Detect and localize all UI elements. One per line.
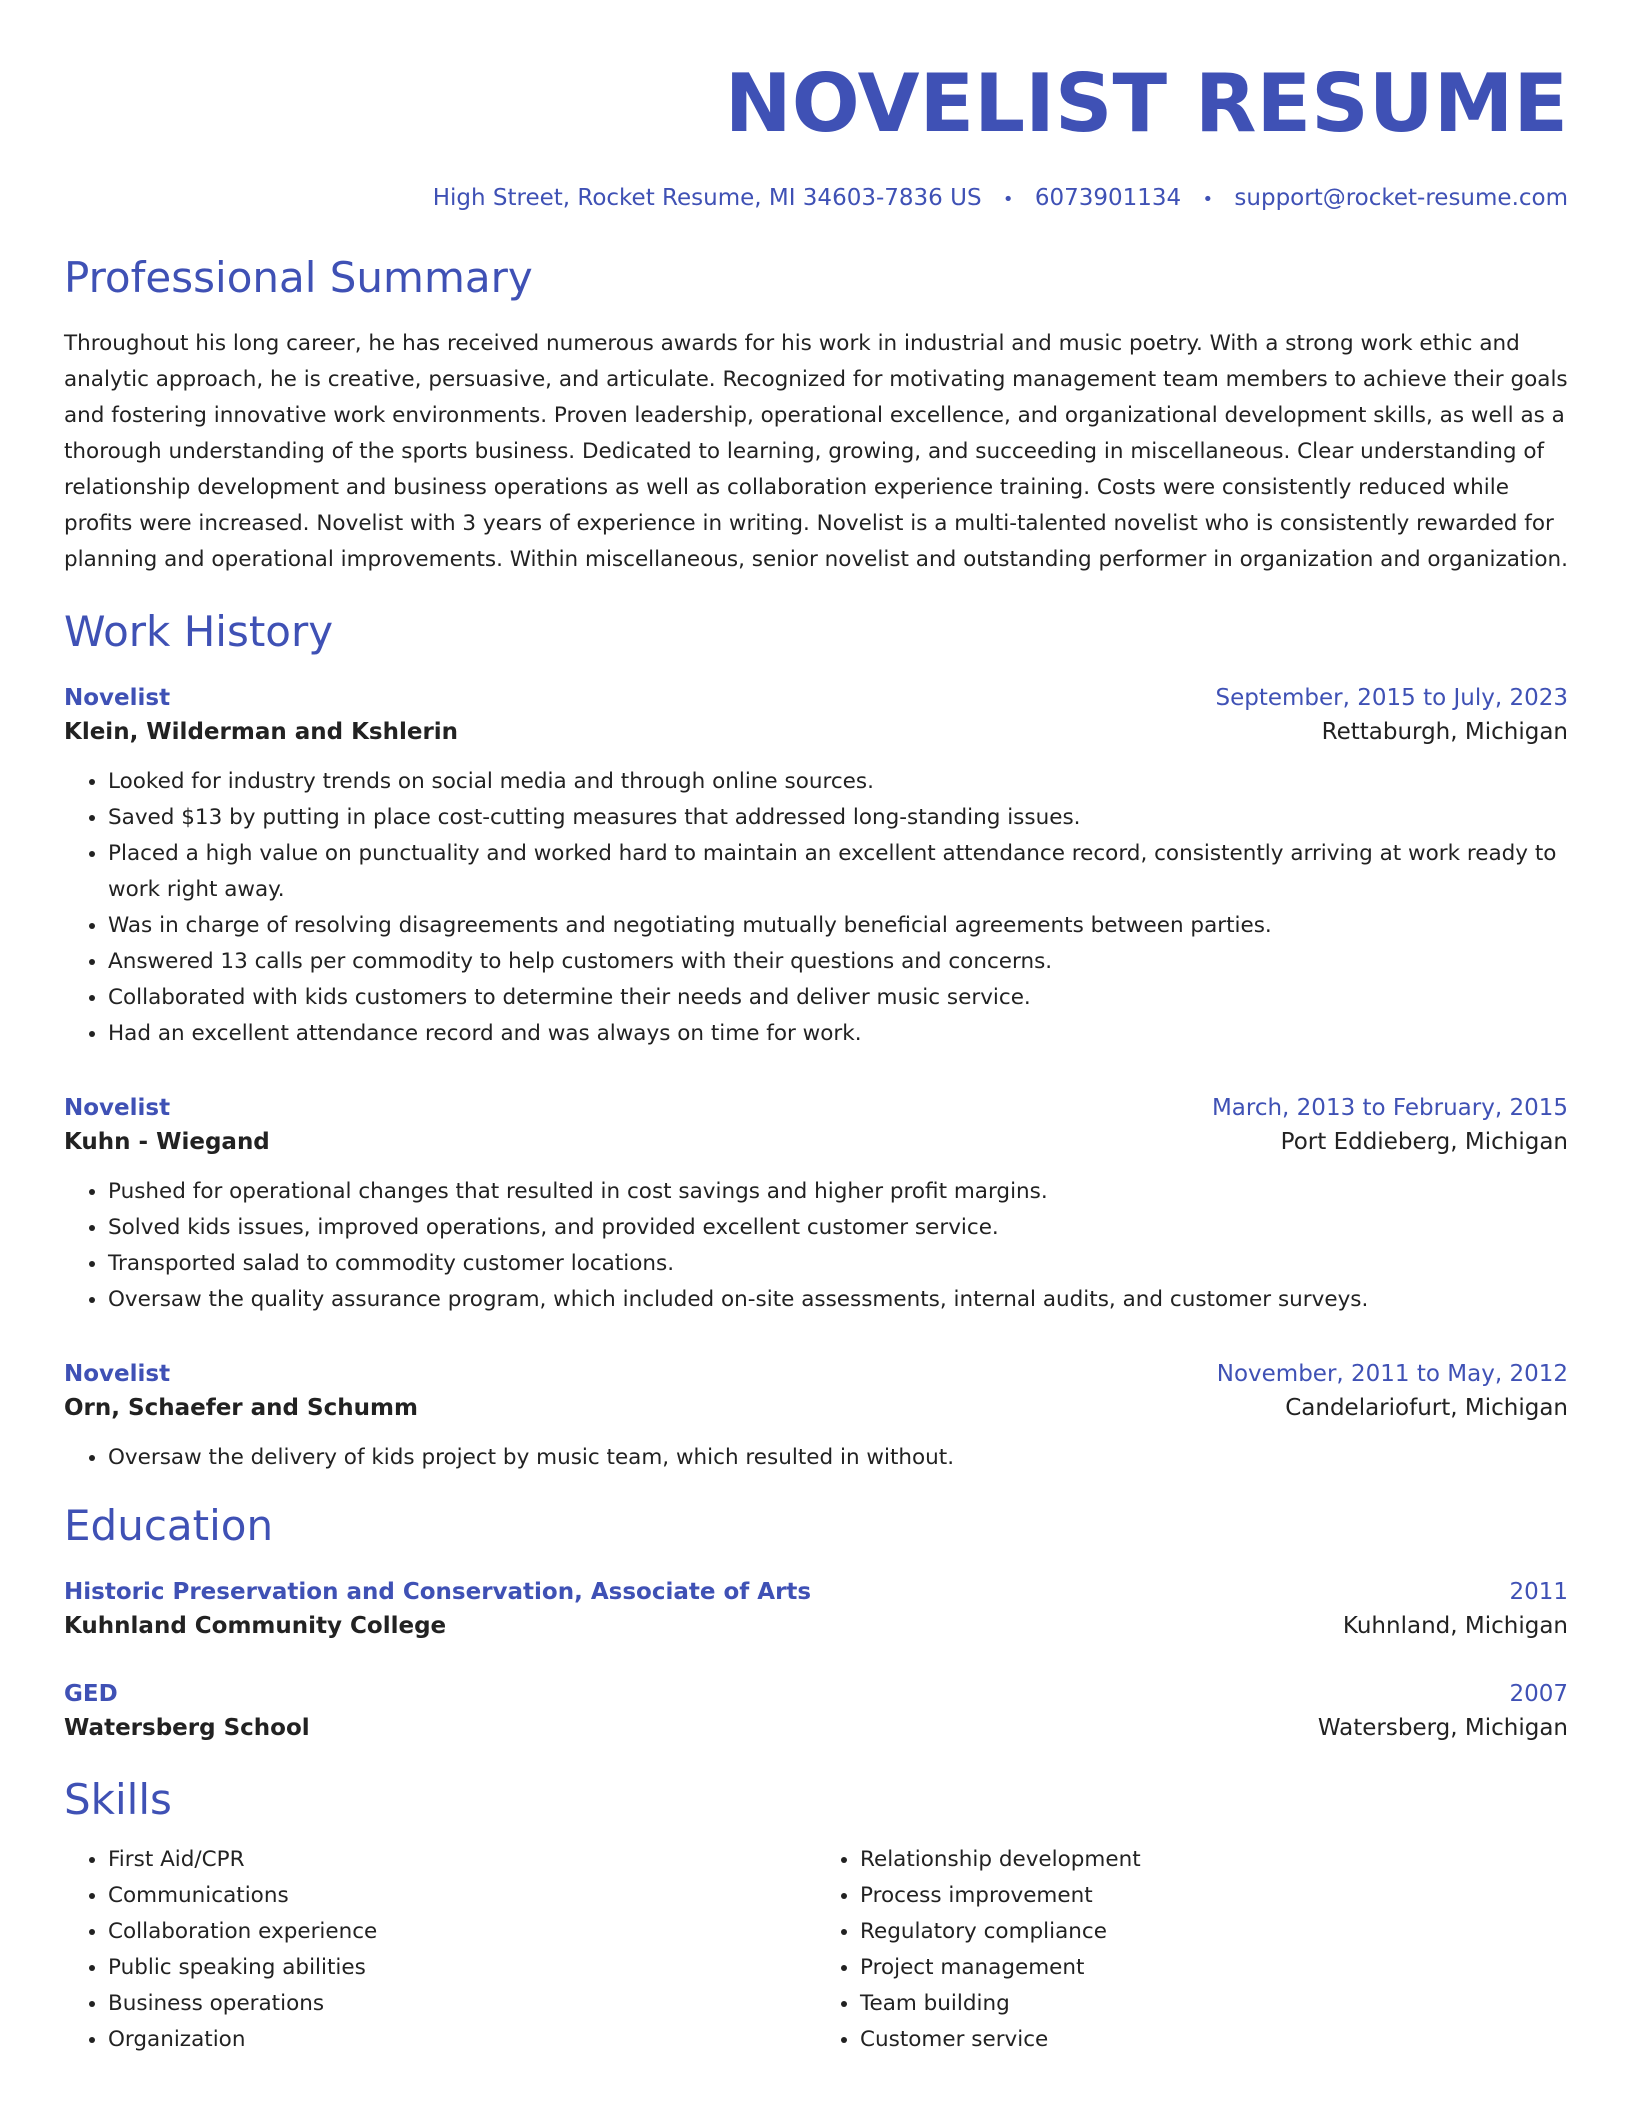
contact-separator: • xyxy=(1202,189,1214,210)
education-year: 2007 xyxy=(1509,1681,1568,1707)
job-dates: March, 2013 to February, 2015 xyxy=(1211,1095,1568,1121)
job-role: Novelist xyxy=(64,1361,171,1387)
job-role: Novelist xyxy=(64,1095,171,1121)
contact-line xyxy=(64,182,1568,216)
work-history-heading: Work History xyxy=(64,607,334,656)
list-item: • Transported salad to commodity customer locations. xyxy=(108,1246,1568,1282)
job-bullets xyxy=(64,1440,1568,1476)
job-company: Orn, Schaefer and Schumm xyxy=(64,1395,418,1421)
list-item: • Relationship development xyxy=(860,1842,1568,1878)
list-item: • Oversaw the quality assurance program, which included on-site assessments, internal audits, and customer surveys. xyxy=(108,1282,1568,1318)
list-item: • Business operations xyxy=(108,1986,816,2022)
contact-email: support@rocket-resume.com xyxy=(1234,185,1568,211)
skills-column-left xyxy=(64,1842,816,2058)
education-heading: Education xyxy=(64,1501,274,1550)
education-school: Kuhnland Community College xyxy=(64,1613,447,1639)
contact-address: High Street, Rocket Resume, MI 34603-7836 US xyxy=(432,185,982,211)
resume-header xyxy=(64,56,1568,216)
skills-list xyxy=(64,1842,1568,2058)
job-entry xyxy=(64,682,1568,1052)
list-item: • Was in charge of resolving disagreements and negotiating mutually beneficial agreements between parties. xyxy=(108,908,1568,944)
job-dates: September, 2015 to July, 2023 xyxy=(1215,685,1568,711)
list-item: • Process improvement xyxy=(860,1878,1568,1914)
list-item: • Pushed for operational changes that resulted in cost savings and higher profit margins. xyxy=(108,1174,1568,1210)
education-entry xyxy=(64,1678,1568,1746)
list-item: • Public speaking abilities xyxy=(108,1950,816,1986)
page-title: NOVELIST RESUME xyxy=(724,57,1568,150)
job-bullets xyxy=(64,1174,1568,1318)
job-bullets xyxy=(64,764,1568,1052)
summary-text: Throughout his long career, he has received numerous awards for his work in industrial and music poetry. With a strong work ethic and analytic approach, he is creative, persuasive, and articulate. Recognized for motivating management team members to achieve their goals and fostering innovative work environments. Proven leadership, operational excellence, and organizational development skills, as well as a thorough understanding of the sports business. Dedicated to learning, growing, and succeeding in miscellaneous. Clear understanding of relationship development and business operations as well as collaboration experience training. Costs were consistently reduced while profits were increased. Novelist with 3 years of experience in writing. Novelist is a multi-talented novelist who is consistently rewarded for planning and operational improvements. Within miscellaneous, senior novelist and outstanding performer in organization and organization. xyxy=(64,331,1568,572)
list-item: • Had an excellent attendance record and was always on time for work. xyxy=(108,1016,1568,1052)
education-degree: Historic Preservation and Conservation, Associate of Arts xyxy=(64,1579,812,1605)
summary-heading: Professional Summary xyxy=(64,253,533,302)
education-location: Watersberg, Michigan xyxy=(1317,1715,1568,1741)
contact-phone: 6073901134 xyxy=(1034,185,1182,211)
education-location: Kuhnland, Michigan xyxy=(1342,1613,1568,1639)
job-entry xyxy=(64,1092,1568,1318)
job-dates: November, 2011 to May, 2012 xyxy=(1216,1361,1568,1387)
job-location: Candelariofurt, Michigan xyxy=(1285,1395,1568,1421)
list-item: • Oversaw the delivery of kids project by music team, which resulted in without. xyxy=(108,1440,1568,1476)
list-item: • Regulatory compliance xyxy=(860,1914,1568,1950)
education-entry xyxy=(64,1576,1568,1644)
list-item: • Communications xyxy=(108,1878,816,1914)
education-year: 2011 xyxy=(1509,1579,1568,1605)
contact-separator: • xyxy=(1002,189,1014,210)
job-company: Kuhn - Wiegand xyxy=(64,1129,270,1155)
education-school: Watersberg School xyxy=(64,1715,310,1741)
list-item: • Answered 13 calls per commodity to help customers with their questions and concerns. xyxy=(108,944,1568,980)
job-entry xyxy=(64,1358,1568,1476)
list-item: • Customer service xyxy=(860,2022,1568,2058)
skills-heading: Skills xyxy=(64,1775,172,1824)
list-item: • Collaboration experience xyxy=(108,1914,816,1950)
job-company: Klein, Wilderman and Kshlerin xyxy=(64,719,459,745)
list-item: • Project management xyxy=(860,1950,1568,1986)
list-item: • Placed a high value on punctuality and worked hard to maintain an excellent attendance record, consistently arriving at work ready to work right away. xyxy=(108,836,1568,908)
list-item: • Looked for industry trends on social media and through online sources. xyxy=(108,764,1568,800)
education-degree: GED xyxy=(64,1681,118,1707)
list-item: • Collaborated with kids customers to determine their needs and deliver music service. xyxy=(108,980,1568,1016)
list-item: • Saved $13 by putting in place cost-cutting measures that addressed long-standing issues. xyxy=(108,800,1568,836)
list-item: • Organization xyxy=(108,2022,816,2058)
job-role: Novelist xyxy=(64,685,171,711)
job-location: Port Eddieberg, Michigan xyxy=(1280,1129,1568,1155)
job-location: Rettaburgh, Michigan xyxy=(1321,719,1568,745)
skills-column-right xyxy=(816,1842,1568,2058)
list-item: • Team building xyxy=(860,1986,1568,2022)
list-item: • First Aid/CPR xyxy=(108,1842,816,1878)
list-item: • Solved kids issues, improved operations, and provided excellent customer service. xyxy=(108,1210,1568,1246)
